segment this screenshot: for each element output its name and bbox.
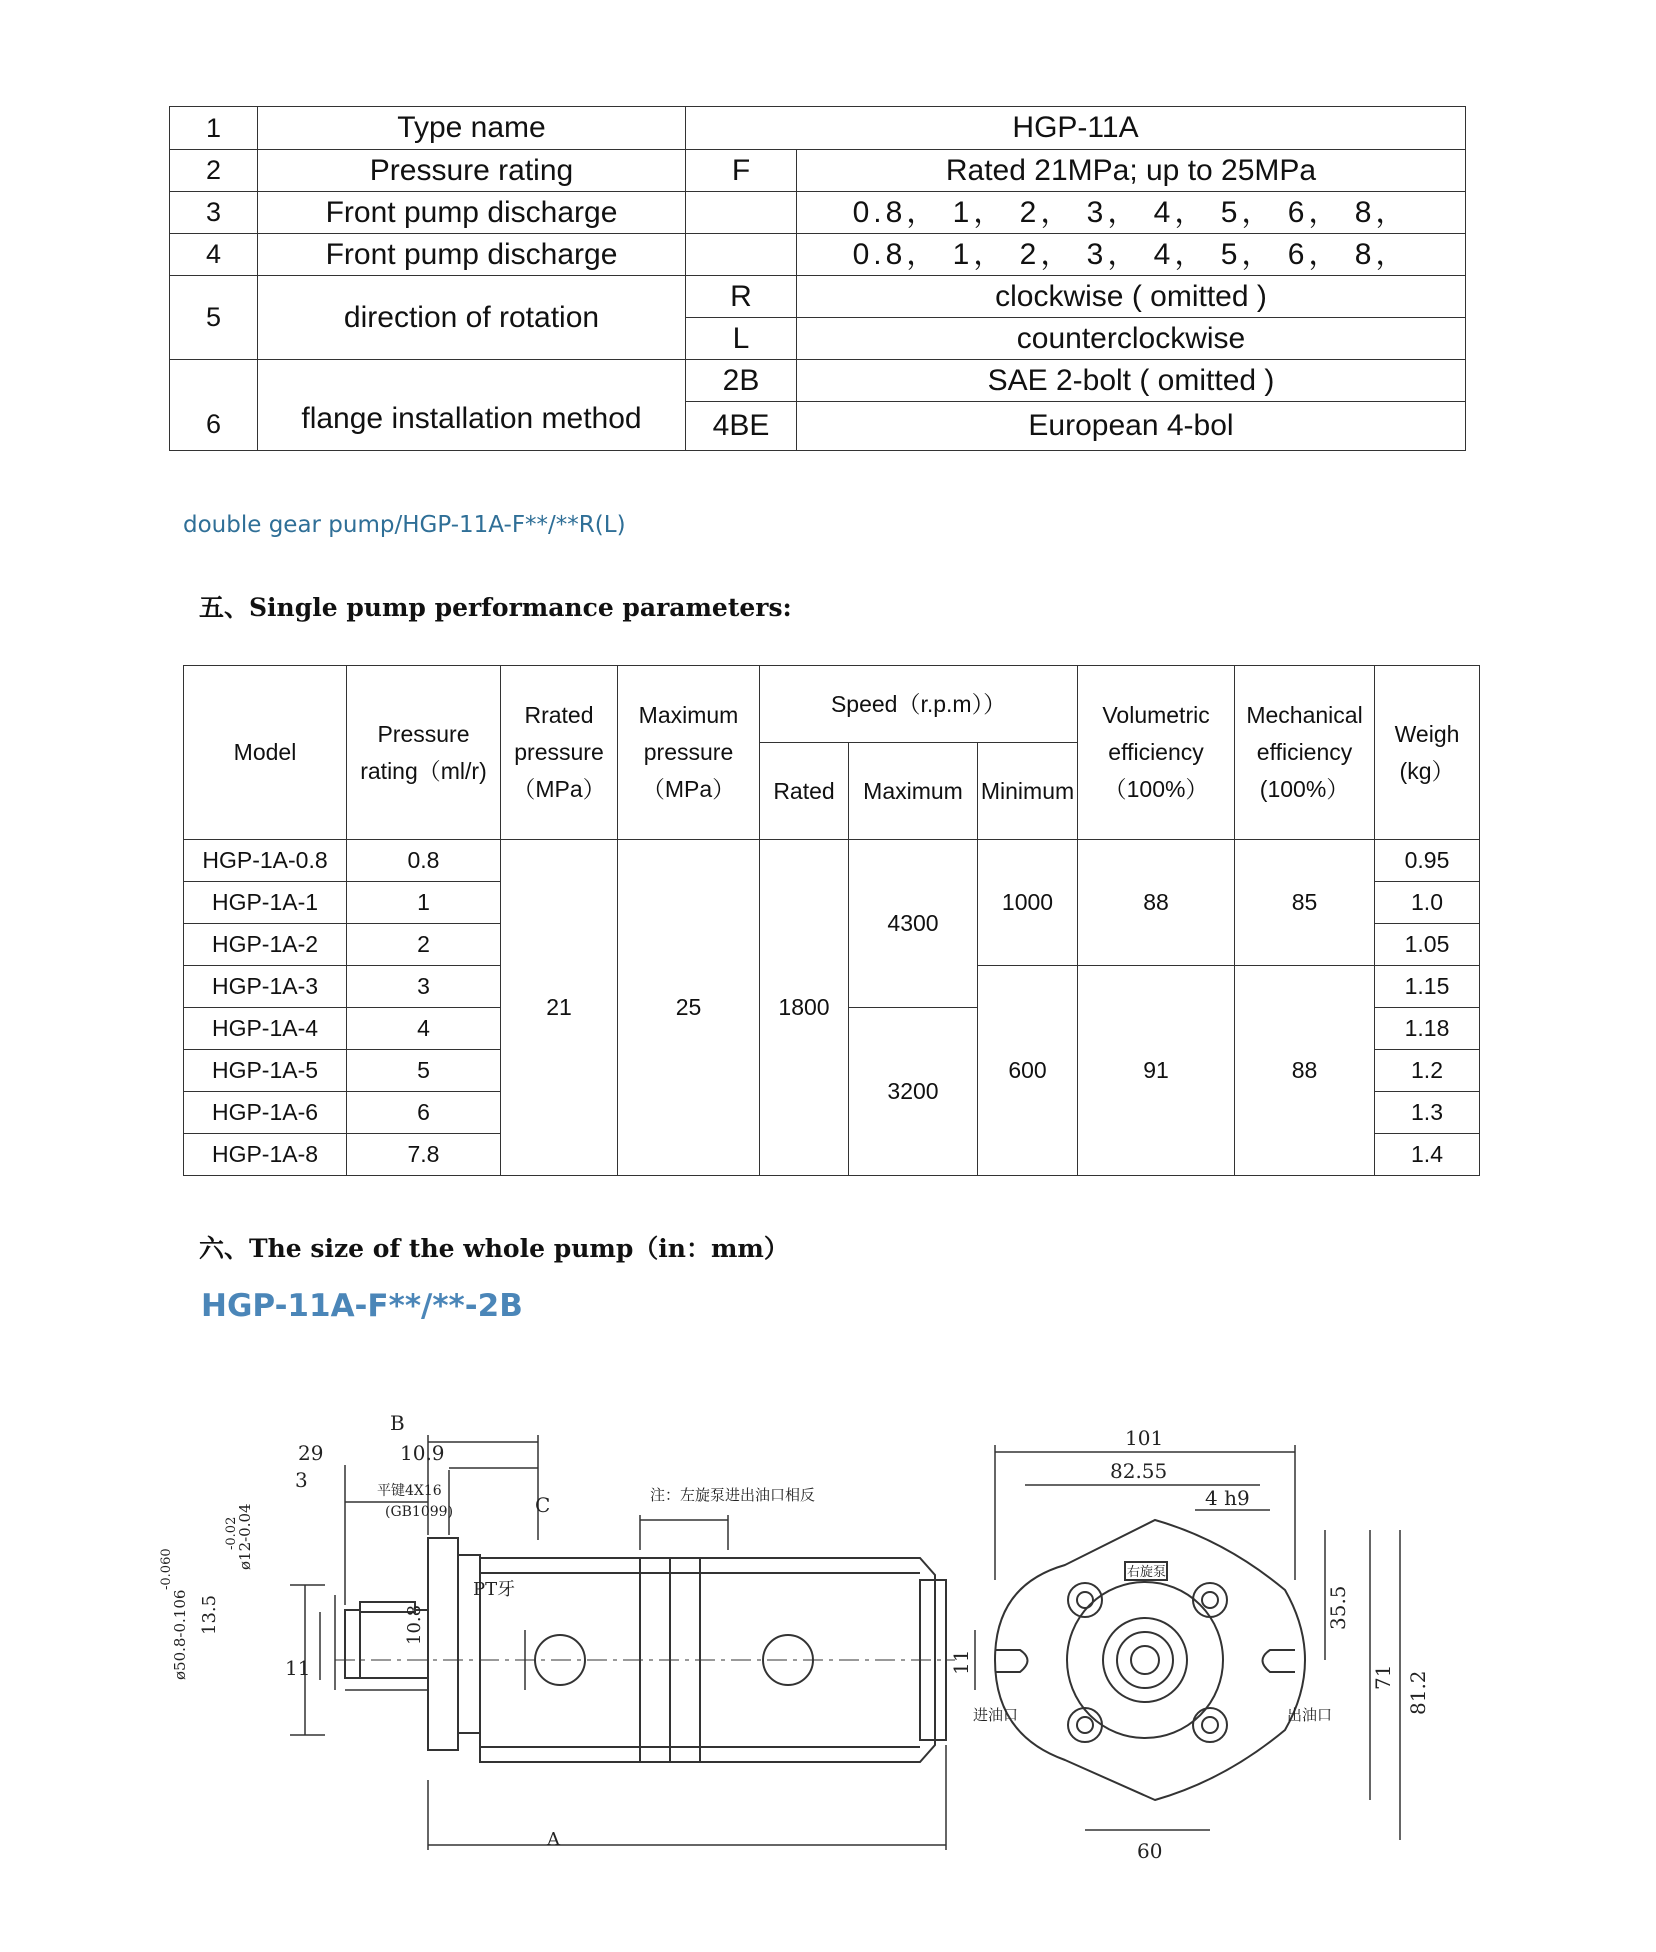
spec-value: European 4-bol [797,402,1466,451]
cell-weight: 1.0 [1375,882,1480,924]
cell-model: HGP-1A-5 [184,1050,347,1092]
spec-row [170,150,1466,192]
spec-value: 0.8， 1， 2， 3， 4， 5， 6， 8， [797,234,1466,276]
cell-pressure-rating: 1 [347,882,501,924]
spec-code: 4BE [686,402,797,451]
dim-11-side: 11 [949,1649,973,1675]
header-pressure-rating [347,666,501,840]
dim-101: 101 [1125,1426,1164,1450]
row-number: 3 [170,192,258,234]
header-volumetric-efficiency [1078,666,1235,840]
row-number: 6 [170,360,258,451]
cell-pressure-rating: 5 [347,1050,501,1092]
dim-82-55: 82.55 [1110,1459,1168,1483]
spec-value: SAE 2-bolt ( omitted ) [797,360,1466,402]
header-line: efficiency [1256,739,1353,766]
dim-35-5: 35.5 [1326,1585,1350,1630]
spec-value: counterclockwise [797,318,1466,360]
spec-row [170,107,1466,150]
spec-row [170,234,1466,276]
cell-rated-pressure: 21 [501,840,618,1176]
cell-speed-min: 600 [978,966,1078,1176]
header-model: Model [184,666,347,840]
spec-label: flange installation method [258,360,686,451]
key-label: 平键4X16 [377,1483,442,1499]
header-line: rating（ml/r) [360,757,487,784]
spec-value: Rated 21MPa; up to 25MPa [797,150,1466,192]
header-line: pressure [514,739,604,766]
cell-mechanical-efficiency: 85 [1235,840,1375,966]
header-line: (kg） [1399,757,1455,784]
cell-weight: 1.05 [1375,924,1480,966]
cell-volumetric-efficiency: 91 [1078,966,1235,1176]
header-speed: Speed（r.p.m）） [760,666,1078,743]
front-view [995,1520,1305,1800]
pt-thread-label: PT牙 [473,1579,516,1600]
spec-label: Type name [258,107,686,150]
label-A: A [547,1829,560,1850]
spec-value: 0.8， 1， 2， 3， 4， 5， 6， 8， [797,192,1466,234]
label-C: C [535,1493,551,1517]
cell-model: HGP-1A-0.8 [184,840,347,882]
dim-10-8: 10.8 [404,1604,425,1645]
tolerance-pilot-upper: -0.060 [159,1548,174,1590]
side-view-labels [159,1411,815,1850]
spec-table [169,106,1466,451]
cell-weight: 1.4 [1375,1134,1480,1176]
tolerance-upper: -0.02 [224,1516,239,1550]
spec-label: Front pump discharge [258,192,686,234]
spec-code: R [686,276,797,318]
cell-weight: 1.18 [1375,1008,1480,1050]
model-title: HGP-11A-F**/**-2B [201,1288,523,1324]
cell-weight: 1.15 [1375,966,1480,1008]
cell-pressure-rating: 3 [347,966,501,1008]
rotation-label: 右旋泵 [1127,1565,1167,1580]
header-line: （MPa） [512,775,606,802]
dim-29: 29 [298,1441,324,1465]
row-number: 4 [170,234,258,276]
spec-row [170,192,1466,234]
outlet-label: 出油口 [1287,1706,1333,1724]
header-line: efficiency [1108,739,1204,766]
spec-code: L [686,318,797,360]
section-title-performance: 五、Single pump performance parameters: [199,593,792,622]
cell-weight: 1.3 [1375,1092,1480,1134]
cell-model: HGP-1A-3 [184,966,347,1008]
header-line: Rrated [524,702,594,729]
header-speed-rated: Rated [760,743,849,840]
dim-3: 3 [295,1468,308,1492]
spec-label: direction of rotation [258,276,686,360]
header-speed-max: Maximum [849,743,978,840]
row-number: 2 [170,150,258,192]
label-B: B [390,1411,405,1435]
header-line: Mechanical [1246,702,1363,729]
cell-pressure-rating: 4 [347,1008,501,1050]
spec-code: 2B [686,360,797,402]
table-row [184,840,1480,882]
tolerance-shaft: ø12-0.04 [236,1503,254,1570]
header-line: Weigh [1394,720,1460,747]
dim-81-2: 81.2 [1406,1670,1430,1715]
dim-13-5: 13.5 [199,1594,220,1635]
cell-model: HGP-1A-8 [184,1134,347,1176]
cell-pressure-rating: 0.8 [347,840,501,882]
header-rated-pressure [501,666,618,840]
dim-4h9: 4 h9 [1205,1486,1250,1510]
note-left-rotation: 注：左旋泵进出油口相反 [650,1486,816,1504]
inlet-label: 进油口 [973,1706,1019,1724]
side-view [335,1538,955,1762]
spec-row [170,360,1466,402]
cell-speed-rated: 1800 [760,840,849,1176]
performance-table [183,665,1480,1176]
spec-value: clockwise ( omitted ) [797,276,1466,318]
cell-pressure-rating: 6 [347,1092,501,1134]
header-line: （100%） [1103,775,1209,802]
dim-71: 71 [1371,1664,1395,1690]
gb-label: (GB1099) [385,1504,454,1520]
header-line: （MPa） [641,775,736,802]
series-subtitle: double gear pump/HGP-11A-F**/**R(L) [183,512,626,538]
cell-max-pressure: 25 [618,840,760,1176]
header-speed-min: Minimum [978,743,1078,840]
cell-model: HGP-1A-6 [184,1092,347,1134]
cell-model: HGP-1A-1 [184,882,347,924]
header-line: Volumetric [1102,702,1210,729]
cell-weight: 0.95 [1375,840,1480,882]
front-dimension-lines [975,1445,1400,1840]
header-line: Maximum [638,702,739,729]
tolerance-pilot: ø50.8-0.106 [171,1589,189,1680]
spec-row [170,276,1466,318]
cell-speed-max: 3200 [849,1008,978,1176]
pump-dimension-drawing [159,1390,1455,1900]
spec-label: Pressure rating [258,150,686,192]
header-line: (100%） [1259,775,1350,802]
dim-60: 60 [1137,1839,1163,1863]
dim-11: 11 [285,1656,311,1680]
section-title-size: 六、The size of the whole pump（in：mm） [199,1234,789,1263]
header-line: Pressure [377,720,470,747]
cell-weight: 1.2 [1375,1050,1480,1092]
spec-code: F [686,150,797,192]
cell-volumetric-efficiency: 88 [1078,840,1235,966]
spec-value: HGP-11A [686,107,1466,150]
cell-pressure-rating: 2 [347,924,501,966]
cell-model: HGP-1A-2 [184,924,347,966]
spec-label: Front pump discharge [258,234,686,276]
header-max-pressure [618,666,760,840]
header-row [184,666,1480,743]
dim-10-9: 10.9 [400,1441,445,1465]
cell-speed-min: 1000 [978,840,1078,966]
spec-code-empty [686,234,797,276]
cell-pressure-rating: 7.8 [347,1134,501,1176]
cell-mechanical-efficiency: 88 [1235,966,1375,1176]
front-view-labels [949,1426,1430,1863]
header-line: pressure [643,739,734,766]
header-weight [1375,666,1480,840]
row-number: 1 [170,107,258,150]
cell-speed-max: 4300 [849,840,978,1008]
header-mechanical-efficiency [1235,666,1375,840]
row-number: 5 [170,276,258,360]
spec-code-empty [686,192,797,234]
cell-model: HGP-1A-4 [184,1008,347,1050]
